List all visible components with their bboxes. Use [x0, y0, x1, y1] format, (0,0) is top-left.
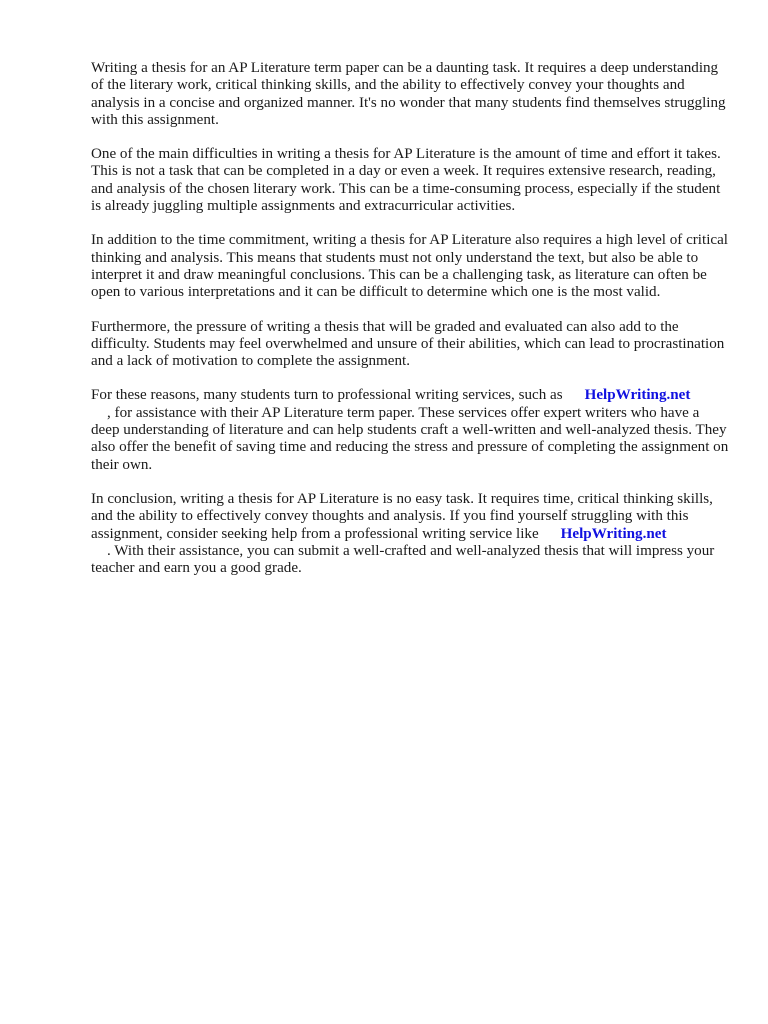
paragraph-conclusion-text-before: In conclusion, writing a thesis for AP Literature is no easy task. It requires time, critical thinking skills, and the ability to effectively convey thoughts and analysis. If you find yourself struggling with this assignment, consider seeking help from a professional writing service like [91, 490, 713, 542]
paragraph-intro: Writing a thesis for an AP Literature term paper can be a daunting task. It requires a deep understanding of the literary work, critical thinking skills, and the ability to effectively convey your thoughts and analysis in a concise and organized manner. It's no wonder that many students find themselves struggling with this assignment. [91, 60, 726, 128]
paragraph-services [91, 387, 731, 473]
paragraph-conclusion-text-after: . With their assistance, you can submit a well-crafted and well-analyzed thesis that will impress your teacher and earn you a good grade. [91, 542, 715, 577]
paragraph-services-text-after: , for assistance with their AP Literature term paper. These services offer expert writers who have a deep understanding of literature and can help students craft a well-written and well-analyzed thesis. They also offer the benefit of saving time and reducing the stress and pressure of completing the assignment on their own. [91, 404, 729, 473]
paragraph-services-text-before: For these reasons, many students turn to professional writing services, such as [91, 387, 563, 404]
paragraph-difficulties: One of the main difficulties in writing a thesis for AP Literature is the amount of time and effort it takes. This is not a task that can be completed in a day or even a week. It requires extensive research, reading, and analysis of the chosen literary work. This can be a time-consuming process, especially if the student is already juggling multiple assignments and extracurricular activities. [91, 146, 721, 215]
document-body [91, 60, 731, 594]
paragraph-critical-thinking: In addition to the time commitment, writing a thesis for AP Literature also requires a high level of critical thinking and analysis. This means that students must not only understand the text, but also be able to interpret it and draw meaningful conclusions. This can be a challenging task, as literature can often be open to various interpretations and it can be difficult to determine which one is the most valid. [91, 232, 728, 301]
paragraph-conclusion [91, 491, 731, 577]
paragraph-pressure: Furthermore, the pressure of writing a thesis that will be graded and evaluated can also add to the difficulty. Students may feel overwhelmed and unsure of their abilities, which can lead to procrastination and a lack of motivation to complete the assignment. [91, 318, 725, 370]
helpwriting-link-conclusion[interactable]: HelpWriting.net [560, 525, 667, 542]
helpwriting-link-services[interactable]: HelpWriting.net [584, 387, 691, 404]
